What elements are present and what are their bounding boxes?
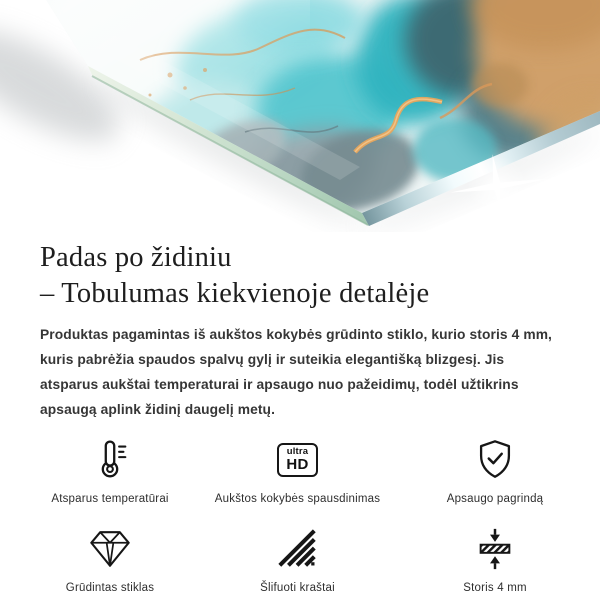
feature-thickness	[405, 525, 585, 594]
feature-label: Storis 4 mm	[463, 582, 527, 594]
thickness-icon	[472, 525, 518, 573]
feature-ultra-hd-print	[190, 436, 405, 505]
feature-polished-edges	[190, 525, 405, 594]
title-line-2: – Tobulumas kiekvienoje detalėje	[40, 278, 430, 309]
features-grid	[0, 436, 600, 594]
polished-edges-icon	[275, 525, 321, 573]
feature-label: Šlifuoti kraštai	[260, 582, 335, 594]
hero-section	[0, 0, 600, 232]
diamond-icon	[87, 525, 133, 573]
feature-label: Grūdintas stiklas	[65, 582, 155, 594]
feature-protects-base	[405, 436, 585, 505]
product-image	[0, 0, 600, 232]
ultra-hd-badge-bottom: HD	[286, 455, 309, 473]
product-description: Produktas pagamintas iš aukštos kokybės grūdinto stiklo, kurio storis 4 mm, kuris pabrėžia spaudos spalvų gylį ir suteikia elegantišką blizgesį. Jis atsparus aukštai temperaturai ir apsaugo nuo pažeidimų, todėl užtikrins apsaugą aplink židinį daugelį metų.	[40, 327, 552, 417]
feature-label: Atsparus temperatūrai	[51, 493, 169, 505]
ultra-hd-badge-top: ultra	[286, 446, 309, 458]
page-title	[40, 240, 560, 312]
feature-tempered-glass	[30, 525, 190, 594]
feature-label: Apsaugo pagrindą	[446, 493, 544, 505]
feature-label: Aukštos kokybės spausdinimas	[214, 493, 381, 505]
title-line-1: Padas po židiniu	[40, 242, 232, 273]
feature-heat-resistant	[30, 436, 190, 505]
shield-check-icon	[472, 436, 518, 484]
thermometer-icon	[87, 436, 133, 484]
ultra-hd-icon	[277, 436, 317, 484]
